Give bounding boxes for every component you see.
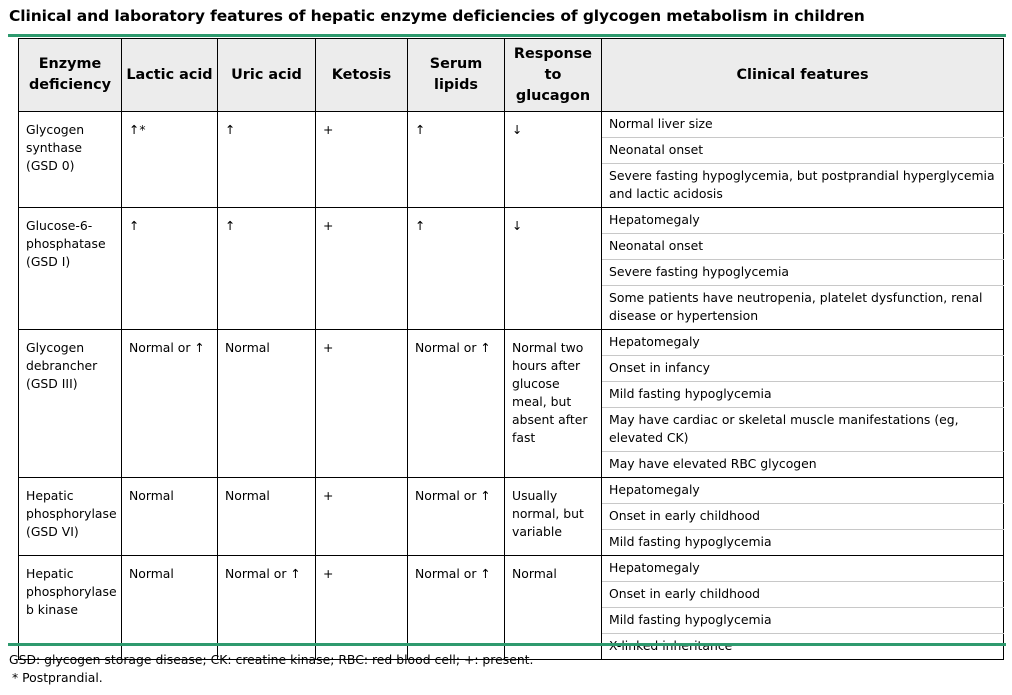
- uric-acid-cell: Normal or ↑: [218, 556, 316, 660]
- table-body: [19, 112, 1004, 660]
- clinical-feature: Normal liver size: [602, 112, 1004, 138]
- enzyme-table: [18, 38, 1004, 660]
- header-row: [19, 39, 1004, 112]
- clinical-feature: May have cardiac or skeletal muscle manifestations (eg, elevated CK): [602, 408, 1004, 452]
- clinical-feature: Mild fasting hypoglycemia: [602, 530, 1004, 556]
- clinical-feature: Hepatomegaly: [602, 208, 1004, 234]
- clinical-feature: Onset in early childhood: [602, 504, 1004, 530]
- header-ketosis: Ketosis: [316, 39, 408, 112]
- top-divider: [8, 34, 1006, 37]
- header-response-to-glucagon: Response to glucagon: [505, 39, 602, 112]
- table-row: [19, 478, 1004, 504]
- table-row: [19, 112, 1004, 138]
- serum-lipids-cell: ↑: [408, 112, 505, 208]
- table-header: [19, 39, 1004, 112]
- header-clinical-features: Clinical features: [602, 39, 1004, 112]
- lactic-acid-cell: ↑*: [122, 112, 218, 208]
- clinical-feature: Severe fasting hypoglycemia, but postprandial hyperglycemia and lactic acidosis: [602, 164, 1004, 208]
- header-uric-acid: Uric acid: [218, 39, 316, 112]
- enzyme-cell: Glycogen synthase (GSD 0): [19, 112, 122, 208]
- clinical-feature: Neonatal onset: [602, 138, 1004, 164]
- serum-lipids-cell: ↑: [408, 208, 505, 330]
- serum-lipids-cell: Normal or ↑: [408, 556, 505, 660]
- lactic-acid-cell: ↑: [122, 208, 218, 330]
- ketosis-cell: +: [316, 330, 408, 478]
- clinical-feature: Mild fasting hypoglycemia: [602, 382, 1004, 408]
- header-lactic-acid: Lactic acid: [122, 39, 218, 112]
- clinical-feature: Neonatal onset: [602, 234, 1004, 260]
- clinical-feature: Hepatomegaly: [602, 556, 1004, 582]
- footnote-postprandial: * Postprandial.: [12, 670, 103, 685]
- enzyme-cell: Hepatic phosphorylase (GSD VI): [19, 478, 122, 556]
- glucagon-response-cell: Usually normal, but variable: [505, 478, 602, 556]
- clinical-feature: Some patients have neutropenia, platelet dysfunction, renal disease or hypertension: [602, 286, 1004, 330]
- clinical-feature: Hepatomegaly: [602, 478, 1004, 504]
- glucagon-response-cell: ↓: [505, 112, 602, 208]
- bottom-divider: [8, 643, 1006, 646]
- uric-acid-cell: Normal: [218, 478, 316, 556]
- ketosis-cell: +: [316, 112, 408, 208]
- uric-acid-cell: ↑: [218, 208, 316, 330]
- table-row: [19, 208, 1004, 234]
- enzyme-cell: Glycogen debrancher (GSD III): [19, 330, 122, 478]
- clinical-feature: Severe fasting hypoglycemia: [602, 260, 1004, 286]
- serum-lipids-cell: Normal or ↑: [408, 478, 505, 556]
- uric-acid-cell: Normal: [218, 330, 316, 478]
- clinical-feature: Mild fasting hypoglycemia: [602, 608, 1004, 634]
- clinical-feature: Onset in early childhood: [602, 582, 1004, 608]
- table-row: [19, 556, 1004, 582]
- lactic-acid-cell: Normal: [122, 478, 218, 556]
- footnote-abbreviations: GSD: glycogen storage disease; CK: creatine kinase; RBC: red blood cell; +: present.: [9, 652, 534, 667]
- ketosis-cell: +: [316, 556, 408, 660]
- clinical-feature: [602, 634, 1004, 660]
- serum-lipids-cell: Normal or ↑: [408, 330, 505, 478]
- enzyme-cell: Glucose-6-phosphatase (GSD I): [19, 208, 122, 330]
- uric-acid-cell: ↑: [218, 112, 316, 208]
- ketosis-cell: +: [316, 208, 408, 330]
- clinical-feature: Onset in infancy: [602, 356, 1004, 382]
- clinical-feature: Hepatomegaly: [602, 330, 1004, 356]
- clinical-feature: May have elevated RBC glycogen: [602, 452, 1004, 478]
- lactic-acid-cell: Normal or ↑: [122, 330, 218, 478]
- page-title: Clinical and laboratory features of hepatic enzyme deficiencies of glycogen metabolism in children: [9, 7, 865, 25]
- glucagon-response-cell: ↓: [505, 208, 602, 330]
- table-row: [19, 330, 1004, 356]
- enzyme-cell: Hepatic phosphorylase b kinase: [19, 556, 122, 660]
- header-serum-lipids: Serum lipids: [408, 39, 505, 112]
- lactic-acid-cell: Normal: [122, 556, 218, 660]
- header-enzyme: Enzyme deficiency: [19, 39, 122, 112]
- ketosis-cell: +: [316, 478, 408, 556]
- glucagon-response-cell: Normal: [505, 556, 602, 660]
- glucagon-response-cell: Normal two hours after glucose meal, but absent after fast: [505, 330, 602, 478]
